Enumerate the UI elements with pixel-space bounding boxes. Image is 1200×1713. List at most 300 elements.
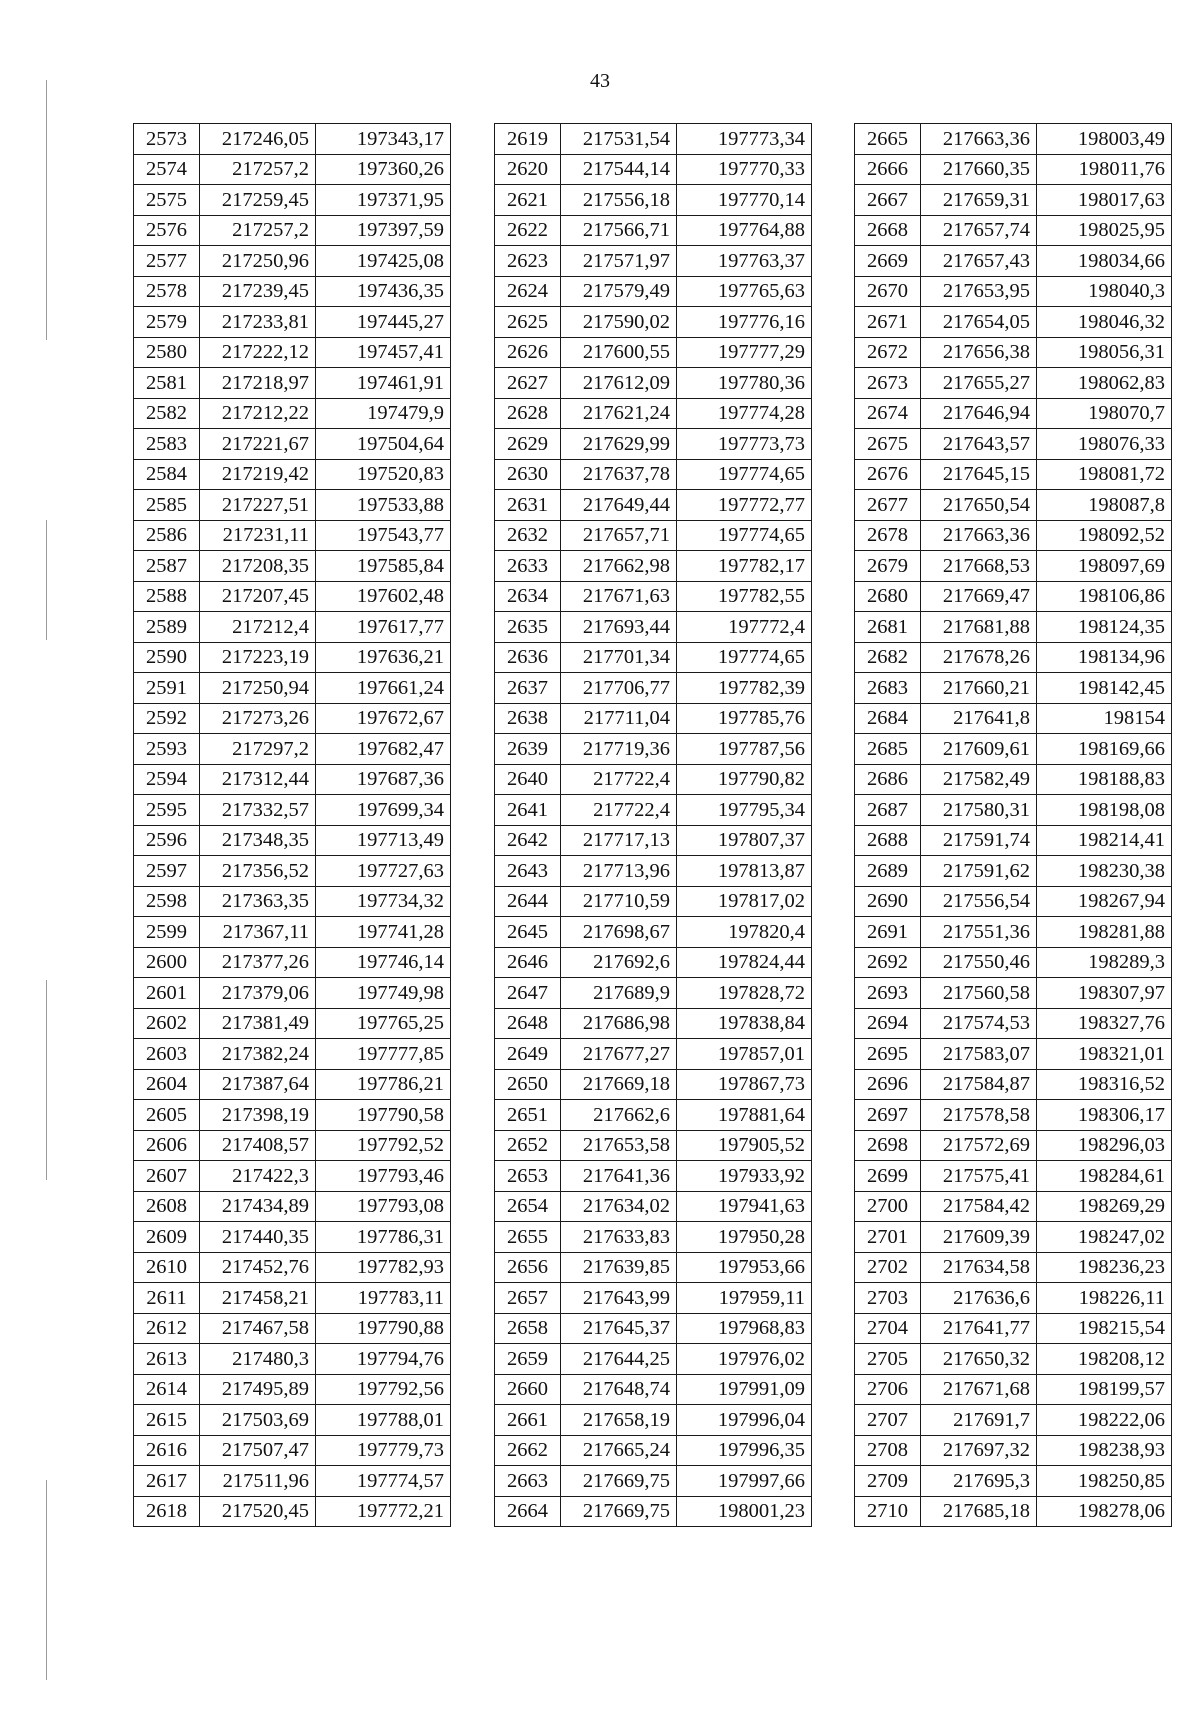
table-row — [855, 124, 1172, 155]
x-coordinate-cell: 217722,4 — [561, 764, 677, 795]
x-coordinate-cell: 217693,44 — [561, 612, 677, 643]
point-number-cell: 2679 — [855, 551, 921, 582]
table-row — [134, 917, 451, 948]
table-row — [495, 795, 812, 826]
y-coordinate-cell: 198316,52 — [1037, 1069, 1172, 1100]
y-coordinate-cell: 197461,91 — [316, 368, 451, 399]
table-row — [134, 337, 451, 368]
table-row — [495, 490, 812, 521]
x-coordinate-cell: 217701,34 — [561, 642, 677, 673]
table-row — [495, 1161, 812, 1192]
x-coordinate-cell: 217208,35 — [200, 551, 316, 582]
x-coordinate-cell: 217662,6 — [561, 1100, 677, 1131]
point-number-cell: 2616 — [134, 1435, 200, 1466]
y-coordinate-cell: 198222,06 — [1037, 1405, 1172, 1436]
table-row — [134, 368, 451, 399]
y-coordinate-cell: 197764,88 — [677, 215, 812, 246]
x-coordinate-cell: 217660,35 — [921, 154, 1037, 185]
y-coordinate-cell: 197617,77 — [316, 612, 451, 643]
table-row — [495, 703, 812, 734]
coordinate-table-3 — [854, 123, 1172, 1527]
point-number-cell: 2653 — [495, 1161, 561, 1192]
point-number-cell: 2664 — [495, 1496, 561, 1527]
y-coordinate-cell: 197790,82 — [677, 764, 812, 795]
point-number-cell: 2596 — [134, 825, 200, 856]
table-row — [495, 1435, 812, 1466]
point-number-cell: 2632 — [495, 520, 561, 551]
point-number-cell: 2677 — [855, 490, 921, 521]
y-coordinate-cell: 198281,88 — [1037, 917, 1172, 948]
x-coordinate-cell: 217551,36 — [921, 917, 1037, 948]
x-coordinate-cell: 217662,98 — [561, 551, 677, 582]
point-number-cell: 2665 — [855, 124, 921, 155]
table-row — [495, 1008, 812, 1039]
point-number-cell: 2642 — [495, 825, 561, 856]
table-row — [134, 215, 451, 246]
table-row — [495, 1252, 812, 1283]
x-coordinate-cell: 217641,36 — [561, 1161, 677, 1192]
table-row — [855, 825, 1172, 856]
table-row — [855, 978, 1172, 1009]
point-number-cell: 2573 — [134, 124, 200, 155]
point-number-cell: 2601 — [134, 978, 200, 1009]
table-row — [134, 734, 451, 765]
table-row — [495, 825, 812, 856]
table-row — [855, 734, 1172, 765]
point-number-cell: 2708 — [855, 1435, 921, 1466]
table-row — [134, 1130, 451, 1161]
y-coordinate-cell: 197780,36 — [677, 368, 812, 399]
x-coordinate-cell: 217685,18 — [921, 1496, 1037, 1527]
table-row — [495, 673, 812, 704]
x-coordinate-cell: 217665,24 — [561, 1435, 677, 1466]
point-number-cell: 2701 — [855, 1222, 921, 1253]
x-coordinate-cell: 217686,98 — [561, 1008, 677, 1039]
point-number-cell: 2704 — [855, 1313, 921, 1344]
point-number-cell: 2576 — [134, 215, 200, 246]
y-coordinate-cell: 198236,23 — [1037, 1252, 1172, 1283]
point-number-cell: 2662 — [495, 1435, 561, 1466]
x-coordinate-cell: 217706,77 — [561, 673, 677, 704]
point-number-cell: 2598 — [134, 886, 200, 917]
point-number-cell: 2602 — [134, 1008, 200, 1039]
point-number-cell: 2660 — [495, 1374, 561, 1405]
y-coordinate-cell: 198296,03 — [1037, 1130, 1172, 1161]
y-coordinate-cell: 197765,25 — [316, 1008, 451, 1039]
x-coordinate-cell: 217717,13 — [561, 825, 677, 856]
point-number-cell: 2688 — [855, 825, 921, 856]
table-row — [134, 673, 451, 704]
x-coordinate-cell: 217544,14 — [561, 154, 677, 185]
y-coordinate-cell: 197807,37 — [677, 825, 812, 856]
point-number-cell: 2683 — [855, 673, 921, 704]
x-coordinate-cell: 217219,42 — [200, 459, 316, 490]
table-row — [495, 1344, 812, 1375]
coordinate-table-2 — [494, 123, 812, 1527]
x-coordinate-cell: 217207,45 — [200, 581, 316, 612]
point-number-cell: 2626 — [495, 337, 561, 368]
y-coordinate-cell: 197343,17 — [316, 124, 451, 155]
point-number-cell: 2588 — [134, 581, 200, 612]
x-coordinate-cell: 217590,02 — [561, 307, 677, 338]
x-coordinate-cell: 217649,44 — [561, 490, 677, 521]
table-row — [855, 642, 1172, 673]
x-coordinate-cell: 217387,64 — [200, 1069, 316, 1100]
y-coordinate-cell: 198199,57 — [1037, 1374, 1172, 1405]
y-coordinate-cell: 197425,08 — [316, 246, 451, 277]
y-coordinate-cell: 197777,29 — [677, 337, 812, 368]
x-coordinate-cell: 217571,97 — [561, 246, 677, 277]
point-number-cell: 2575 — [134, 185, 200, 216]
x-coordinate-cell: 217582,49 — [921, 764, 1037, 795]
point-number-cell: 2654 — [495, 1191, 561, 1222]
x-coordinate-cell: 217222,12 — [200, 337, 316, 368]
point-number-cell: 2645 — [495, 917, 561, 948]
point-number-cell: 2603 — [134, 1039, 200, 1070]
y-coordinate-cell: 197905,52 — [677, 1130, 812, 1161]
y-coordinate-cell: 197793,46 — [316, 1161, 451, 1192]
point-number-cell: 2633 — [495, 551, 561, 582]
y-coordinate-cell: 197786,31 — [316, 1222, 451, 1253]
point-number-cell: 2638 — [495, 703, 561, 734]
table-row — [495, 642, 812, 673]
point-number-cell: 2692 — [855, 947, 921, 978]
table-row — [495, 581, 812, 612]
y-coordinate-cell: 198198,08 — [1037, 795, 1172, 826]
x-coordinate-cell: 217669,75 — [561, 1466, 677, 1497]
x-coordinate-cell: 217297,2 — [200, 734, 316, 765]
y-coordinate-cell: 197941,63 — [677, 1191, 812, 1222]
point-number-cell: 2686 — [855, 764, 921, 795]
table-row — [495, 978, 812, 1009]
point-number-cell: 2594 — [134, 764, 200, 795]
point-number-cell: 2610 — [134, 1252, 200, 1283]
table-row — [134, 1191, 451, 1222]
table-row — [134, 886, 451, 917]
point-number-cell: 2643 — [495, 856, 561, 887]
x-coordinate-cell: 217671,63 — [561, 581, 677, 612]
scan-margin-line — [46, 980, 47, 1180]
table-row — [134, 612, 451, 643]
x-coordinate-cell: 217223,19 — [200, 642, 316, 673]
y-coordinate-cell: 197774,57 — [316, 1466, 451, 1497]
x-coordinate-cell: 217452,76 — [200, 1252, 316, 1283]
table-row — [855, 1222, 1172, 1253]
table-row — [134, 1039, 451, 1070]
y-coordinate-cell: 198269,29 — [1037, 1191, 1172, 1222]
x-coordinate-cell: 217643,57 — [921, 429, 1037, 460]
y-coordinate-cell: 198327,76 — [1037, 1008, 1172, 1039]
point-number-cell: 2672 — [855, 337, 921, 368]
y-coordinate-cell: 197687,36 — [316, 764, 451, 795]
point-number-cell: 2707 — [855, 1405, 921, 1436]
table-row — [855, 154, 1172, 185]
y-coordinate-cell: 197793,08 — [316, 1191, 451, 1222]
x-coordinate-cell: 217669,18 — [561, 1069, 677, 1100]
point-number-cell: 2656 — [495, 1252, 561, 1283]
y-coordinate-cell: 198284,61 — [1037, 1161, 1172, 1192]
table-row — [134, 307, 451, 338]
x-coordinate-cell: 217648,74 — [561, 1374, 677, 1405]
table-row — [134, 1435, 451, 1466]
x-coordinate-cell: 217440,35 — [200, 1222, 316, 1253]
x-coordinate-cell: 217434,89 — [200, 1191, 316, 1222]
point-number-cell: 2623 — [495, 246, 561, 277]
y-coordinate-cell: 197371,95 — [316, 185, 451, 216]
x-coordinate-cell: 217227,51 — [200, 490, 316, 521]
x-coordinate-cell: 217221,67 — [200, 429, 316, 460]
x-coordinate-cell: 217257,2 — [200, 215, 316, 246]
x-coordinate-cell: 217458,21 — [200, 1283, 316, 1314]
x-coordinate-cell: 217650,32 — [921, 1344, 1037, 1375]
y-coordinate-cell: 198142,45 — [1037, 673, 1172, 704]
table-row — [495, 429, 812, 460]
y-coordinate-cell: 197727,63 — [316, 856, 451, 887]
table-row — [855, 1252, 1172, 1283]
scan-margin-line — [46, 1480, 47, 1680]
point-number-cell: 2648 — [495, 1008, 561, 1039]
x-coordinate-cell: 217646,94 — [921, 398, 1037, 429]
x-coordinate-cell: 217671,68 — [921, 1374, 1037, 1405]
table-row — [134, 1222, 451, 1253]
y-coordinate-cell: 197682,47 — [316, 734, 451, 765]
table-row — [855, 276, 1172, 307]
y-coordinate-cell: 198134,96 — [1037, 642, 1172, 673]
x-coordinate-cell: 217578,58 — [921, 1100, 1037, 1131]
table-row — [855, 490, 1172, 521]
table-row — [855, 1435, 1172, 1466]
y-coordinate-cell: 197773,73 — [677, 429, 812, 460]
x-coordinate-cell: 217653,58 — [561, 1130, 677, 1161]
table-row — [495, 551, 812, 582]
x-coordinate-cell: 217660,21 — [921, 673, 1037, 704]
point-number-cell: 2625 — [495, 307, 561, 338]
x-coordinate-cell: 217656,38 — [921, 337, 1037, 368]
table-row — [495, 886, 812, 917]
table-row — [134, 1100, 451, 1131]
y-coordinate-cell: 197933,92 — [677, 1161, 812, 1192]
point-number-cell: 2687 — [855, 795, 921, 826]
y-coordinate-cell: 197602,48 — [316, 581, 451, 612]
y-coordinate-cell: 197838,84 — [677, 1008, 812, 1039]
point-number-cell: 2628 — [495, 398, 561, 429]
y-coordinate-cell: 197763,37 — [677, 246, 812, 277]
point-number-cell: 2637 — [495, 673, 561, 704]
y-coordinate-cell: 198087,8 — [1037, 490, 1172, 521]
y-coordinate-cell: 198003,49 — [1037, 124, 1172, 155]
y-coordinate-cell: 198001,23 — [677, 1496, 812, 1527]
y-coordinate-cell: 198247,02 — [1037, 1222, 1172, 1253]
point-number-cell: 2681 — [855, 612, 921, 643]
point-number-cell: 2699 — [855, 1161, 921, 1192]
point-number-cell: 2574 — [134, 154, 200, 185]
point-number-cell: 2629 — [495, 429, 561, 460]
point-number-cell: 2579 — [134, 307, 200, 338]
y-coordinate-cell: 197786,21 — [316, 1069, 451, 1100]
y-coordinate-cell: 197782,39 — [677, 673, 812, 704]
table-row — [855, 307, 1172, 338]
table-row — [134, 1008, 451, 1039]
point-number-cell: 2609 — [134, 1222, 200, 1253]
point-number-cell: 2590 — [134, 642, 200, 673]
x-coordinate-cell: 217583,07 — [921, 1039, 1037, 1070]
y-coordinate-cell: 197773,34 — [677, 124, 812, 155]
table-row — [134, 1374, 451, 1405]
table-row — [134, 978, 451, 1009]
point-number-cell: 2706 — [855, 1374, 921, 1405]
y-coordinate-cell: 197543,77 — [316, 520, 451, 551]
x-coordinate-cell: 217231,11 — [200, 520, 316, 551]
table-row — [855, 1405, 1172, 1436]
x-coordinate-cell: 217711,04 — [561, 703, 677, 734]
scan-margin-line — [46, 80, 47, 340]
table-row — [855, 520, 1172, 551]
table-row — [495, 1405, 812, 1436]
y-coordinate-cell: 197479,9 — [316, 398, 451, 429]
point-number-cell: 2592 — [134, 703, 200, 734]
point-number-cell: 2698 — [855, 1130, 921, 1161]
table-row — [134, 1405, 451, 1436]
point-number-cell: 2583 — [134, 429, 200, 460]
table-row — [495, 185, 812, 216]
point-number-cell: 2595 — [134, 795, 200, 826]
y-coordinate-cell: 197968,83 — [677, 1313, 812, 1344]
point-number-cell: 2674 — [855, 398, 921, 429]
point-number-cell: 2690 — [855, 886, 921, 917]
point-number-cell: 2695 — [855, 1039, 921, 1070]
table-row — [495, 764, 812, 795]
table-row — [134, 520, 451, 551]
y-coordinate-cell: 197520,83 — [316, 459, 451, 490]
table-row — [134, 276, 451, 307]
table-row — [134, 825, 451, 856]
x-coordinate-cell: 217645,15 — [921, 459, 1037, 490]
x-coordinate-cell: 217511,96 — [200, 1466, 316, 1497]
x-coordinate-cell: 217663,36 — [921, 520, 1037, 551]
table-row — [495, 398, 812, 429]
x-coordinate-cell: 217257,2 — [200, 154, 316, 185]
x-coordinate-cell: 217653,95 — [921, 276, 1037, 307]
table-row — [855, 551, 1172, 582]
x-coordinate-cell: 217639,85 — [561, 1252, 677, 1283]
y-coordinate-cell: 197881,64 — [677, 1100, 812, 1131]
table-row — [495, 215, 812, 246]
table-row — [855, 764, 1172, 795]
table-row — [855, 1161, 1172, 1192]
x-coordinate-cell: 217698,67 — [561, 917, 677, 948]
table-row — [495, 1069, 812, 1100]
y-coordinate-cell: 197950,28 — [677, 1222, 812, 1253]
y-coordinate-cell: 197787,56 — [677, 734, 812, 765]
point-number-cell: 2684 — [855, 703, 921, 734]
x-coordinate-cell: 217422,3 — [200, 1161, 316, 1192]
table-row — [855, 703, 1172, 734]
point-number-cell: 2614 — [134, 1374, 200, 1405]
point-number-cell: 2685 — [855, 734, 921, 765]
table-row — [134, 246, 451, 277]
y-coordinate-cell: 197585,84 — [316, 551, 451, 582]
table-row — [855, 459, 1172, 490]
table-row — [134, 795, 451, 826]
x-coordinate-cell: 217609,39 — [921, 1222, 1037, 1253]
table-row — [855, 856, 1172, 887]
x-coordinate-cell: 217678,26 — [921, 642, 1037, 673]
table-row — [495, 246, 812, 277]
x-coordinate-cell: 217507,47 — [200, 1435, 316, 1466]
table-row — [855, 1191, 1172, 1222]
table-row — [855, 795, 1172, 826]
x-coordinate-cell: 217691,7 — [921, 1405, 1037, 1436]
point-number-cell: 2675 — [855, 429, 921, 460]
x-coordinate-cell: 217332,57 — [200, 795, 316, 826]
y-coordinate-cell: 197749,98 — [316, 978, 451, 1009]
x-coordinate-cell: 217719,36 — [561, 734, 677, 765]
table-row — [134, 642, 451, 673]
y-coordinate-cell: 198214,41 — [1037, 825, 1172, 856]
point-number-cell: 2661 — [495, 1405, 561, 1436]
point-number-cell: 2639 — [495, 734, 561, 765]
x-coordinate-cell: 217503,69 — [200, 1405, 316, 1436]
y-coordinate-cell: 198017,63 — [1037, 185, 1172, 216]
x-coordinate-cell: 217641,8 — [921, 703, 1037, 734]
point-number-cell: 2644 — [495, 886, 561, 917]
point-number-cell: 2615 — [134, 1405, 200, 1436]
point-number-cell: 2689 — [855, 856, 921, 887]
point-number-cell: 2618 — [134, 1496, 200, 1527]
table-row — [855, 185, 1172, 216]
table-row — [855, 1496, 1172, 1527]
y-coordinate-cell: 198070,7 — [1037, 398, 1172, 429]
x-coordinate-cell: 217348,35 — [200, 825, 316, 856]
y-coordinate-cell: 197828,72 — [677, 978, 812, 1009]
y-coordinate-cell: 198124,35 — [1037, 612, 1172, 643]
x-coordinate-cell: 217609,61 — [921, 734, 1037, 765]
point-number-cell: 2697 — [855, 1100, 921, 1131]
x-coordinate-cell: 217495,89 — [200, 1374, 316, 1405]
x-coordinate-cell: 217634,02 — [561, 1191, 677, 1222]
x-coordinate-cell: 217233,81 — [200, 307, 316, 338]
x-coordinate-cell: 217377,26 — [200, 947, 316, 978]
table-row — [855, 1374, 1172, 1405]
y-coordinate-cell: 198106,86 — [1037, 581, 1172, 612]
table-row — [855, 368, 1172, 399]
x-coordinate-cell: 217250,96 — [200, 246, 316, 277]
y-coordinate-cell: 198011,76 — [1037, 154, 1172, 185]
x-coordinate-cell: 217556,54 — [921, 886, 1037, 917]
point-number-cell: 2650 — [495, 1069, 561, 1100]
x-coordinate-cell: 217579,49 — [561, 276, 677, 307]
point-number-cell: 2617 — [134, 1466, 200, 1497]
table-row — [855, 1344, 1172, 1375]
x-coordinate-cell: 217367,11 — [200, 917, 316, 948]
x-coordinate-cell: 217669,75 — [561, 1496, 677, 1527]
y-coordinate-cell: 197790,58 — [316, 1100, 451, 1131]
y-coordinate-cell: 197770,14 — [677, 185, 812, 216]
point-number-cell: 2636 — [495, 642, 561, 673]
point-number-cell: 2670 — [855, 276, 921, 307]
table-row — [855, 581, 1172, 612]
y-coordinate-cell: 197817,02 — [677, 886, 812, 917]
y-coordinate-cell: 197795,34 — [677, 795, 812, 826]
x-coordinate-cell: 217657,71 — [561, 520, 677, 551]
point-number-cell: 2586 — [134, 520, 200, 551]
x-coordinate-cell: 217634,58 — [921, 1252, 1037, 1283]
x-coordinate-cell: 217250,94 — [200, 673, 316, 704]
y-coordinate-cell: 198154 — [1037, 703, 1172, 734]
y-coordinate-cell: 197457,41 — [316, 337, 451, 368]
y-coordinate-cell: 198092,52 — [1037, 520, 1172, 551]
y-coordinate-cell: 197746,14 — [316, 947, 451, 978]
